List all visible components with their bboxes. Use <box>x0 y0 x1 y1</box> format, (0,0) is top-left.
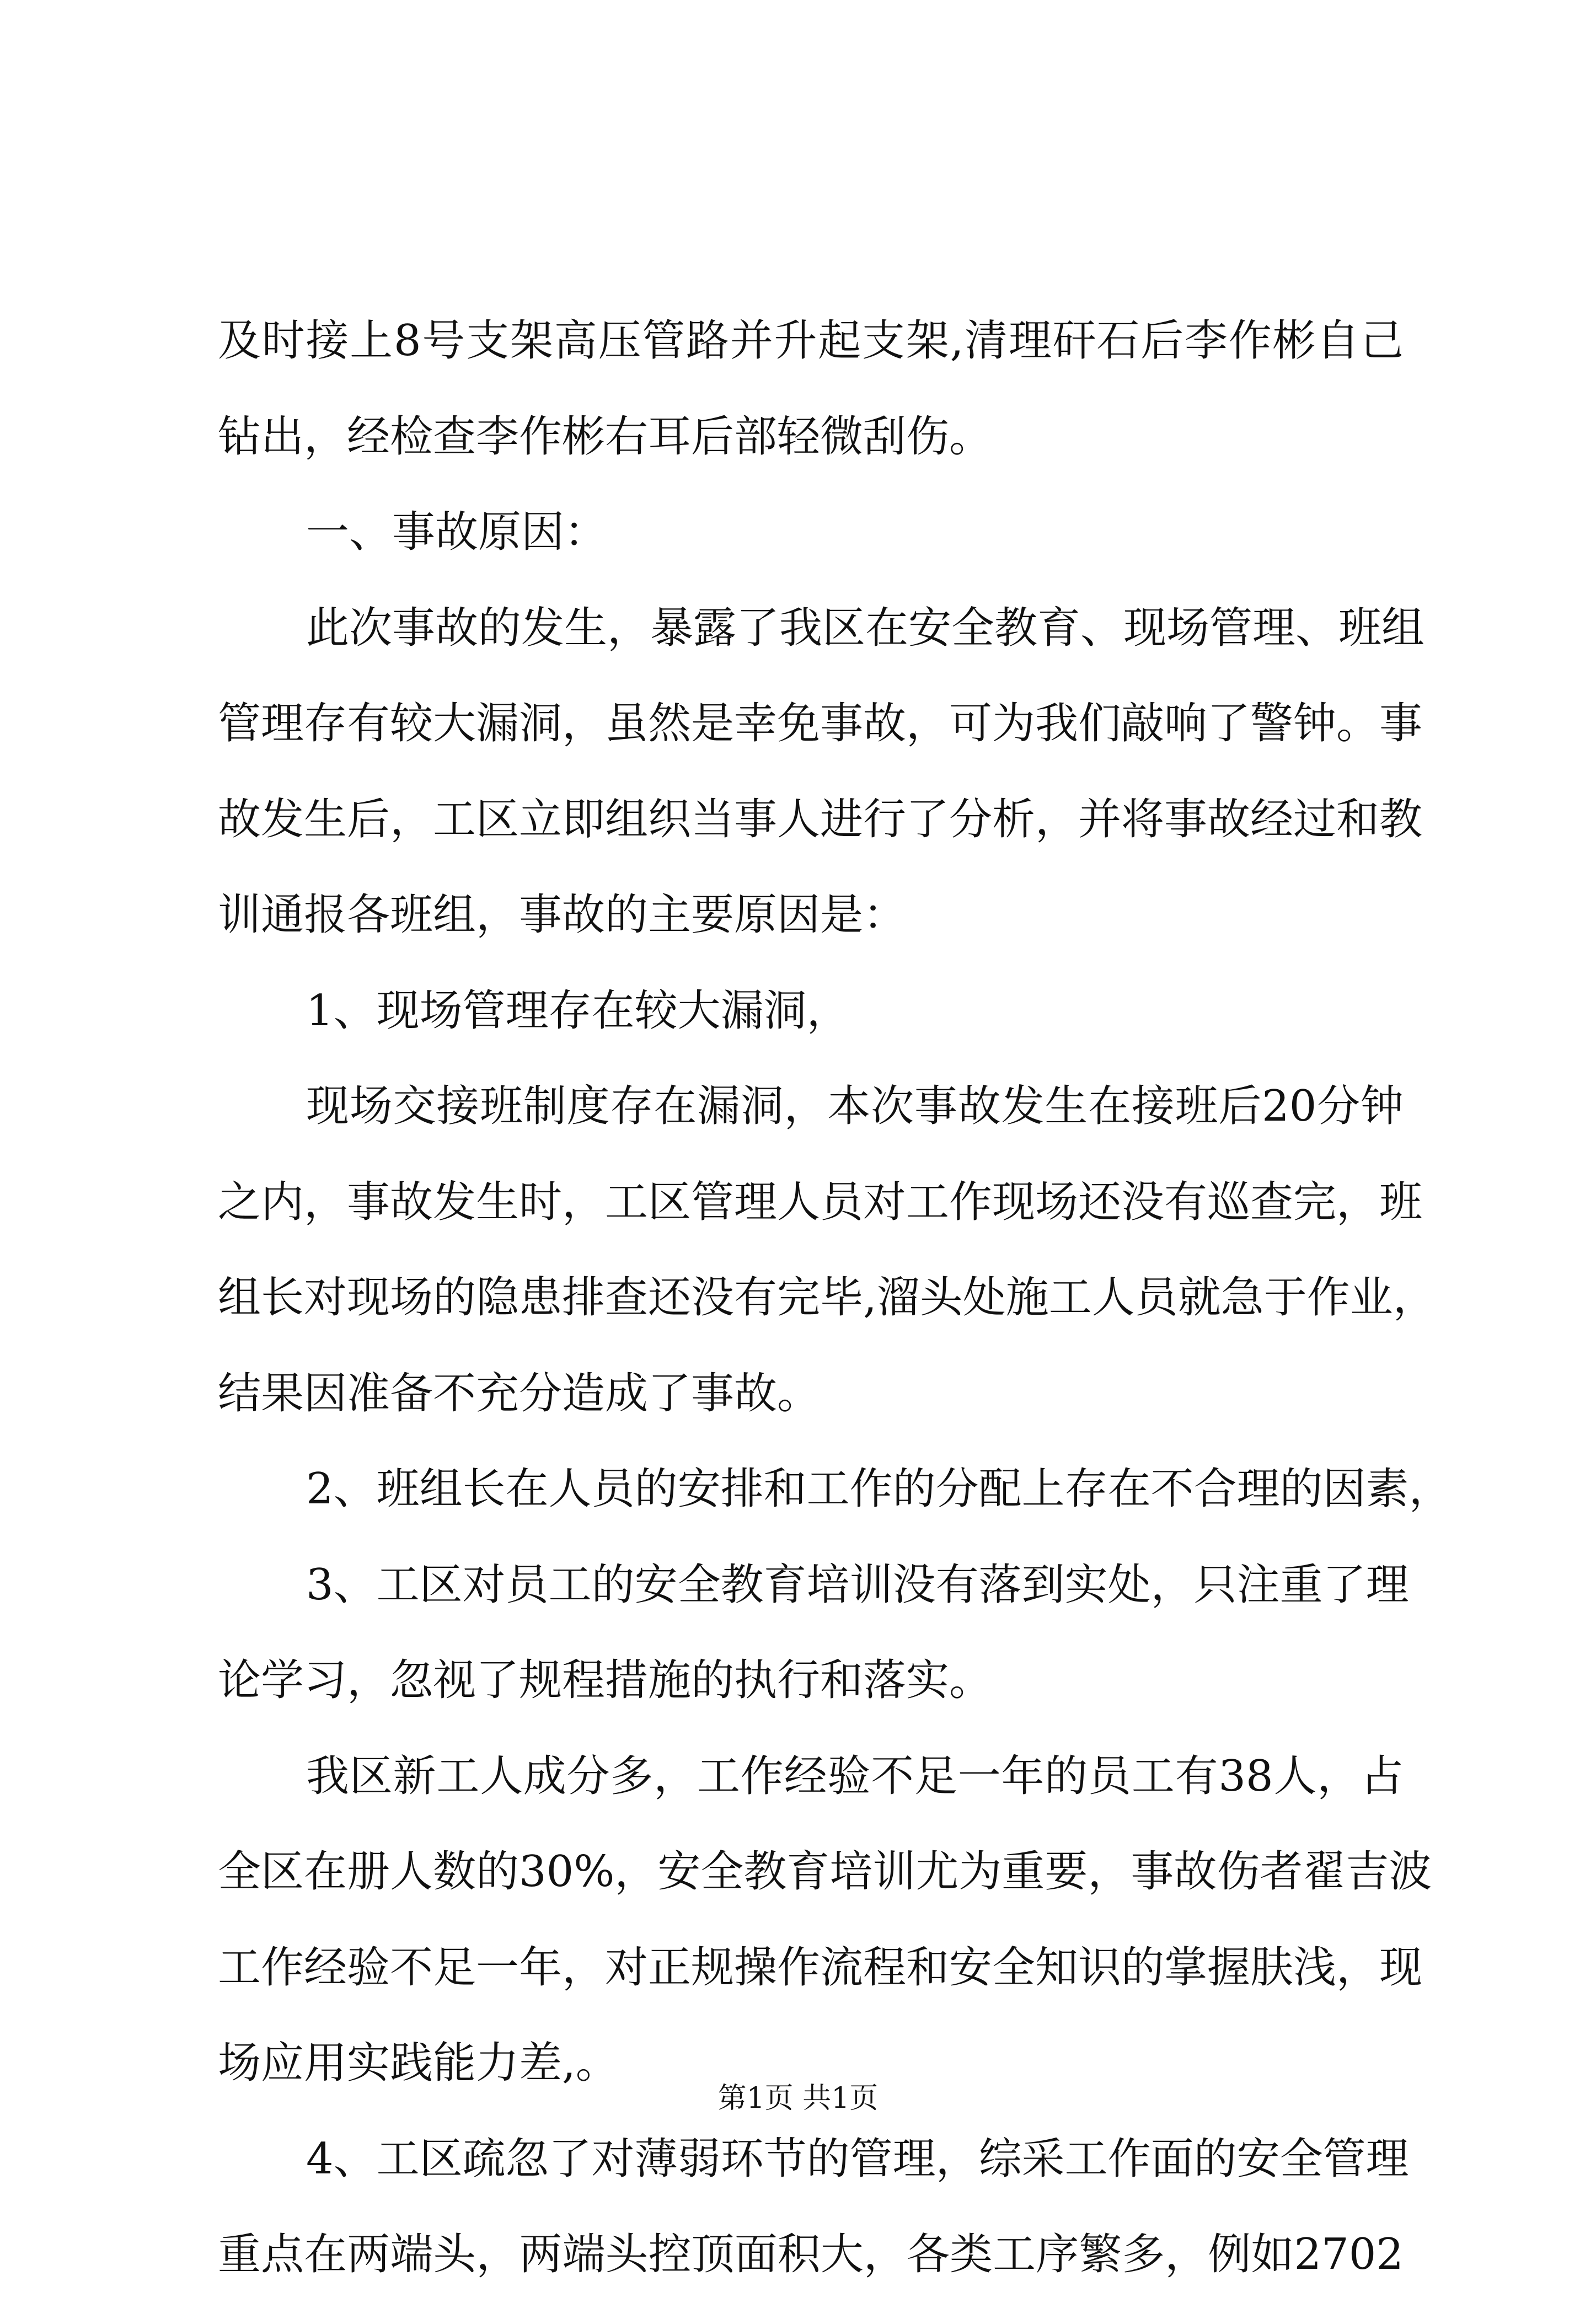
page-footer <box>0 2079 1596 2118</box>
text-line: 之内，事故发生时，工区管理人员对工作现场还没有巡查完，班 <box>218 1177 1423 1227</box>
list-item-heading: 1、现场管理存在较大漏洞， <box>306 986 850 1036</box>
section-heading: 一、事故原因： <box>306 507 608 557</box>
text-line: 钻出，经检查李作彬右耳后部轻微刮伤。 <box>218 411 993 462</box>
text-line: 重点在两端头，两端头控顶面积大，各类工序繁多，例如2702 <box>218 2230 1404 2279</box>
text-line: 全区在册人数的30%，安全教育培训尤为重要，事故伤者翟吉波 <box>218 1847 1432 1897</box>
text-line: 论学习，忽视了规程措施的执行和落实。 <box>218 1656 993 1705</box>
page-number-label: 第1页 共1页 <box>717 2082 879 2115</box>
text-line: 管理存有较大漏洞，虽然是幸免事故，可为我们敲响了警钟。事 <box>218 699 1423 748</box>
document-body <box>218 293 1452 2303</box>
list-item-heading: 2、班组长在人员的安排和工作的分配上存在不合理的因素， <box>306 1464 1452 1514</box>
text-line: 我区新工人成分多，工作经验不足一年的员工有38人，占 <box>306 1751 1404 1801</box>
text-line: 及时接上8号支架高压管路并升起支架,清理矸石后李作彬自己 <box>218 316 1404 366</box>
text-line: 现场交接班制度存在漏洞，本次事故发生在接班后20分钟 <box>306 1081 1404 1131</box>
list-item-heading: 3、工区对员工的安全教育培训没有落到实处，只注重了理 <box>306 1560 1409 1610</box>
text-line: 组长对现场的隐患排查还没有完毕,溜头处施工人员就急于作业， <box>218 1273 1436 1322</box>
text-line: 此次事故的发生，暴露了我区在安全教育、现场管理、班组 <box>306 603 1425 653</box>
text-line: 结果因准备不充分造成了事故。 <box>218 1368 821 1418</box>
text-line: 故发生后，工区立即组织当事人进行了分析，并将事故经过和教 <box>218 794 1423 844</box>
text-line: 工作经验不足一年，对正规操作流程和安全知识的掌握肤浅，现 <box>218 1942 1423 1993</box>
text-line: 场应用实践能力差,。 <box>218 2038 619 2088</box>
list-item-heading: 4、工区疏忽了对薄弱环节的管理，综采工作面的安全管理 <box>306 2134 1409 2184</box>
text-line: 训通报各班组，事故的主要原因是： <box>218 890 907 940</box>
